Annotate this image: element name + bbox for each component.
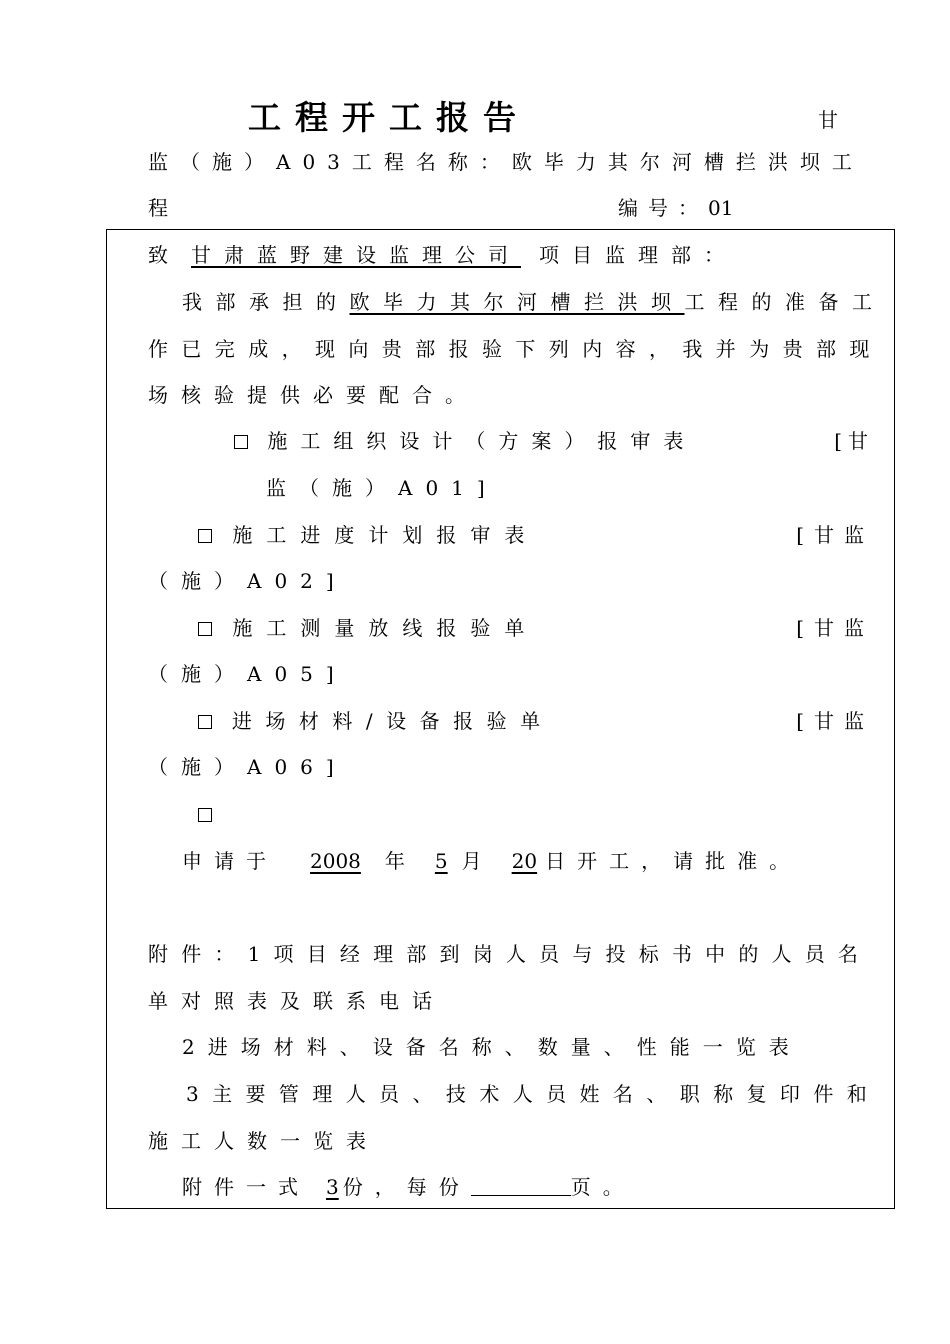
item-3 xyxy=(198,614,538,642)
copies-value: 3 xyxy=(326,1175,339,1199)
recipient-name: 甘肃蓝野建设监理公司 xyxy=(191,243,521,267)
item-code-a: [甘监 xyxy=(796,523,874,547)
intro-a: 我部承担的 xyxy=(182,290,350,314)
project-name-label: 工程名称： xyxy=(351,150,512,174)
checkbox-icon[interactable] xyxy=(198,715,212,729)
code-prefix: 甘 xyxy=(818,108,851,132)
page-title: 工程开工报告 xyxy=(248,98,530,137)
number-field xyxy=(618,194,733,222)
apply-month: 5 xyxy=(434,849,448,873)
item-label: 进场材料/设备报验单 xyxy=(231,709,554,733)
copies-prefix: 附件一式 xyxy=(182,1175,310,1199)
apply-year: 2008 xyxy=(310,849,361,873)
intro-line-1 xyxy=(182,288,886,316)
item-code-b: 监（施）A01] xyxy=(266,476,498,500)
form-code: 监（施）A03 xyxy=(148,150,352,174)
year-unit: 年 xyxy=(384,849,417,873)
intro-line-2: 作已完成，现向贵部报验下列内容，我并为贵部现 xyxy=(148,337,883,361)
intro-project: 欧毕力其尔河槽拦洪坝 xyxy=(349,290,685,314)
attachment-line-3: 3主要管理人员、技术人员姓名、职称复印件和 xyxy=(186,1082,881,1106)
attachment-line-1: 附件：1项目经理部到岗人员与投标书中的人员名 xyxy=(148,942,872,966)
item-label: 施工进度计划报审表 xyxy=(232,523,539,547)
copies-mid: 份，每份 xyxy=(342,1175,471,1199)
item-1 xyxy=(234,427,696,455)
intro-b: 工程的准备工 xyxy=(684,290,886,314)
item-code-b: （施）A05] xyxy=(148,662,347,686)
attachment-line-3b: 施工人数一览表 xyxy=(148,1129,379,1153)
project-name-cont: 程 xyxy=(148,196,181,220)
checkbox-icon[interactable] xyxy=(198,529,212,543)
recipient-suffix: 项目监理部： xyxy=(539,243,737,267)
intro-line-3: 场核验提供必要配合。 xyxy=(148,383,478,407)
code-line xyxy=(148,148,864,176)
item-4 xyxy=(198,707,554,735)
recipient-line xyxy=(148,241,737,269)
item-5 xyxy=(198,800,212,828)
checkbox-icon[interactable] xyxy=(234,435,248,449)
apply-line xyxy=(182,847,801,875)
number-label: 编号： xyxy=(618,196,708,220)
copies-line xyxy=(182,1173,635,1201)
item-code-a: [甘监 xyxy=(796,616,874,640)
apply-day: 20 xyxy=(511,849,538,873)
to-prefix: 致 xyxy=(148,243,181,267)
attachment-line-2: 2进场材料、设备名称、数量、性能一览表 xyxy=(182,1035,802,1059)
checkbox-icon[interactable] xyxy=(198,808,212,822)
item-code-b: （施）A02] xyxy=(148,569,347,593)
copies-suffix: 页。 xyxy=(570,1175,635,1199)
attachment-line-1b: 单对照表及联系电话 xyxy=(148,989,445,1013)
pages-blank[interactable] xyxy=(471,1173,571,1196)
project-name: 欧毕力其尔河槽拦洪坝工 xyxy=(511,150,864,174)
item-label: 施工测量放线报验单 xyxy=(232,616,539,640)
number-value: 01 xyxy=(708,196,734,220)
item-2 xyxy=(198,521,538,549)
item-label: 施工组织设计（方案）报审表 xyxy=(267,429,697,453)
day-suffix: 日开工，请批准。 xyxy=(545,849,802,873)
item-code-a: [甘 xyxy=(834,429,874,453)
item-code-a: [甘监 xyxy=(796,709,874,733)
apply-prefix: 申请于 xyxy=(182,849,278,873)
month-unit: 月 xyxy=(461,849,494,873)
item-code-b: （施）A06] xyxy=(148,755,347,779)
checkbox-icon[interactable] xyxy=(198,622,212,636)
